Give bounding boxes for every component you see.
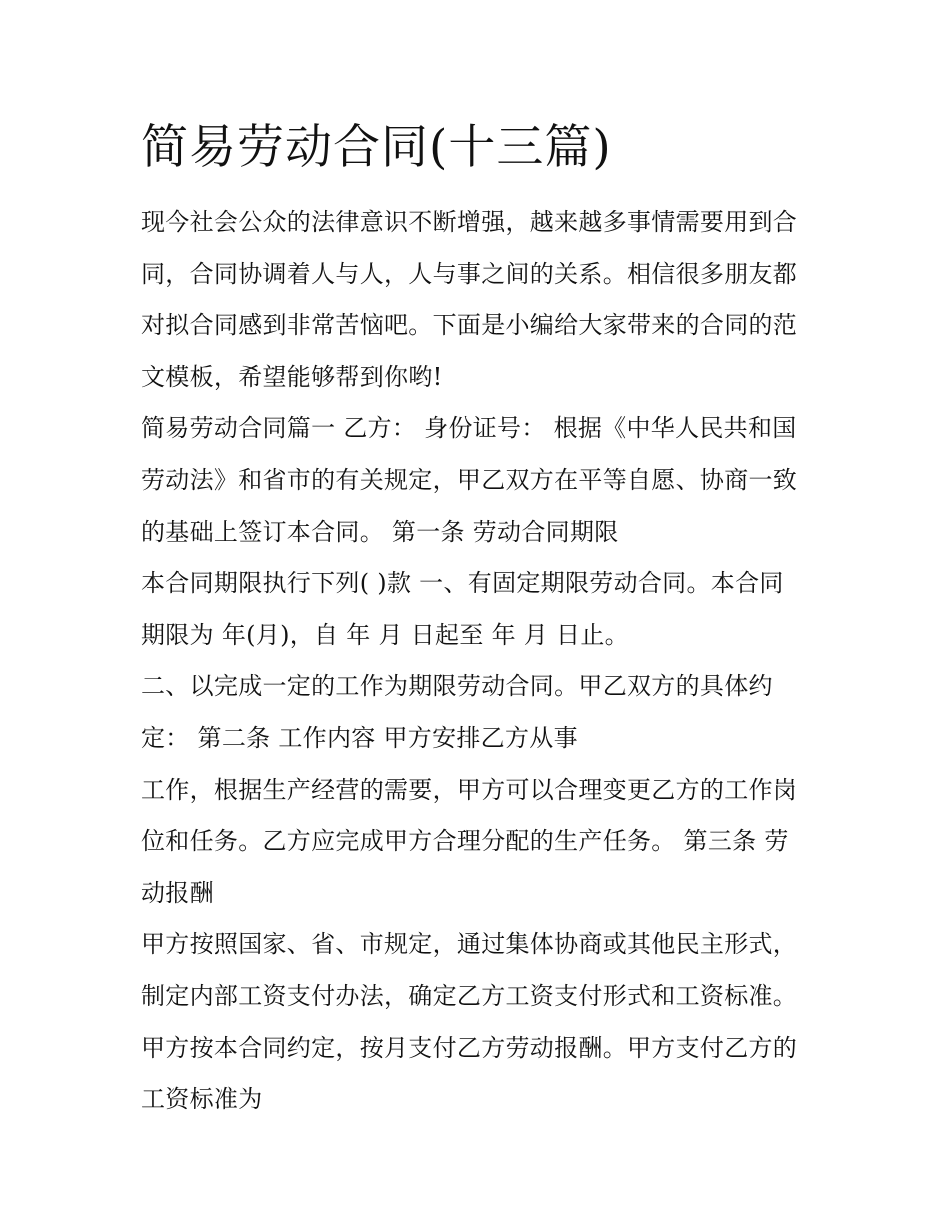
body-line: 甲方按本合同约定，按月支付乙方劳动报酬。甲方支付乙方的: [141, 1033, 798, 1062]
body-line: 同，合同协调着人与人，人与事之间的关系。相信很多朋友都: [141, 259, 798, 288]
body-line: 对拟合同感到非常苦恼吧。下面是小编给大家带来的合同的范: [141, 311, 798, 340]
body-line: 简易劳动合同篇一 乙方： 身份证号： 根据《中华人民共和国: [141, 414, 797, 443]
body-line: 工资标准为: [141, 1085, 263, 1114]
body-line: 现今社会公众的法律意识不断增强，越来越多事情需要用到合: [141, 208, 798, 236]
body-line: 位和任务。乙方应完成甲方合理分配的生产任务。 第三条 劳: [141, 827, 789, 856]
document-body: [141, 197, 821, 1126]
body-line: 制定内部工资支付办法，确定乙方工资支付形式和工资标准。: [141, 981, 798, 1010]
body-line: 本合同期限执行下列( )款 一、有固定期限劳动合同。本合同: [141, 569, 784, 598]
body-line: 的基础上签订本合同。 第一条 劳动合同期限: [141, 517, 619, 546]
body-line: 甲方按照国家、省、市规定，通过集体协商或其他民主形式，: [141, 930, 798, 959]
body-line: 二、以完成一定的工作为期限劳动合同。甲乙双方的具体约: [141, 672, 773, 701]
body-line: 定： 第二条 工作内容 甲方安排乙方从事: [141, 723, 578, 752]
body-line: 期限为 年(月)，自 年 月 日起至 年 月 日止。: [141, 620, 629, 649]
body-line: 劳动法》和省市的有关规定，甲乙双方在平等自愿、协商一致: [141, 465, 798, 494]
body-line: 文模板，希望能够帮到你哟!: [141, 362, 443, 391]
document-title: 简易劳动合同(十三篇): [141, 120, 612, 175]
body-line: 工作，根据生产经营的需要，甲方可以合理变更乙方的工作岗: [141, 775, 798, 804]
body-line: 动报酬: [141, 878, 214, 907]
